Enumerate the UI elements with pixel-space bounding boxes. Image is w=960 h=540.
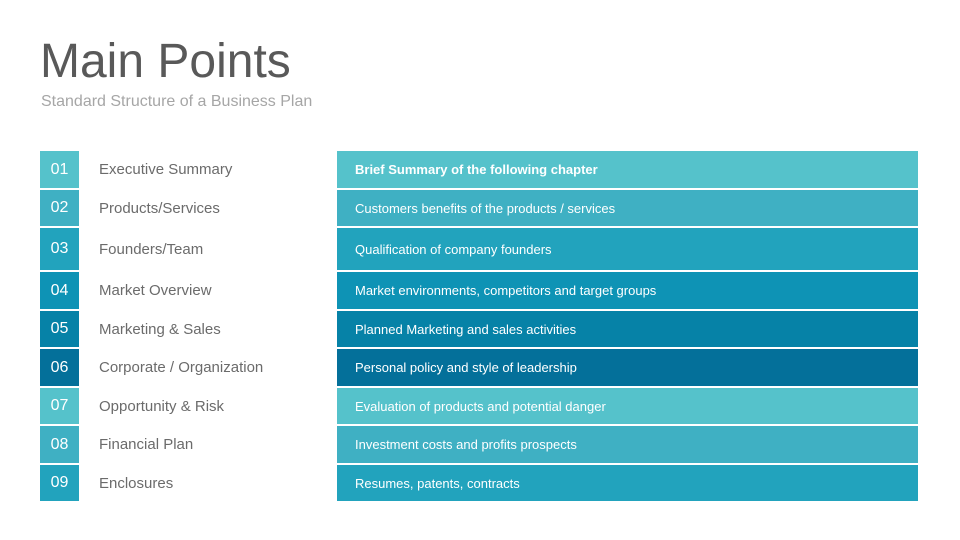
row-number: 08	[40, 426, 79, 463]
row-label: Market Overview	[99, 282, 212, 299]
row-label: Executive Summary	[99, 161, 233, 178]
row-label: Financial Plan	[99, 436, 194, 453]
row-label: Founders/Team	[99, 240, 204, 258]
row-label: Opportunity & Risk	[99, 397, 225, 415]
row-number: 05	[40, 311, 79, 347]
row-description: Planned Marketing and sales activities	[337, 311, 918, 347]
row-description: Brief Summary of the following chapter	[337, 151, 918, 188]
row-description: Market environments, competitors and target groups	[337, 272, 918, 309]
row-label: Corporate / Organization	[99, 359, 264, 376]
slide-subtitle: Standard Structure of a Business Plan	[41, 93, 313, 110]
row-description: Investment costs and profits prospects	[337, 426, 918, 463]
row-number: 07	[40, 388, 79, 424]
row-description: Evaluation of products and potential danger	[337, 388, 918, 424]
row-description: Personal policy and style of leadership	[337, 349, 918, 386]
slide-title: Main Points	[40, 35, 291, 88]
row-number: 02	[40, 190, 79, 226]
row-number: 06	[40, 349, 79, 386]
row-label: Marketing & Sales	[99, 320, 221, 338]
row-number: 09	[40, 465, 79, 501]
row-label: Enclosures	[99, 474, 174, 492]
row-number: 03	[40, 228, 79, 270]
row-number: 04	[40, 272, 79, 309]
row-label: Products/Services	[99, 199, 220, 217]
row-description: Customers benefits of the products / services	[337, 190, 918, 226]
row-description: Resumes, patents, contracts	[337, 465, 918, 501]
row-number: 01	[40, 151, 79, 188]
row-description: Qualification of company founders	[337, 228, 918, 270]
